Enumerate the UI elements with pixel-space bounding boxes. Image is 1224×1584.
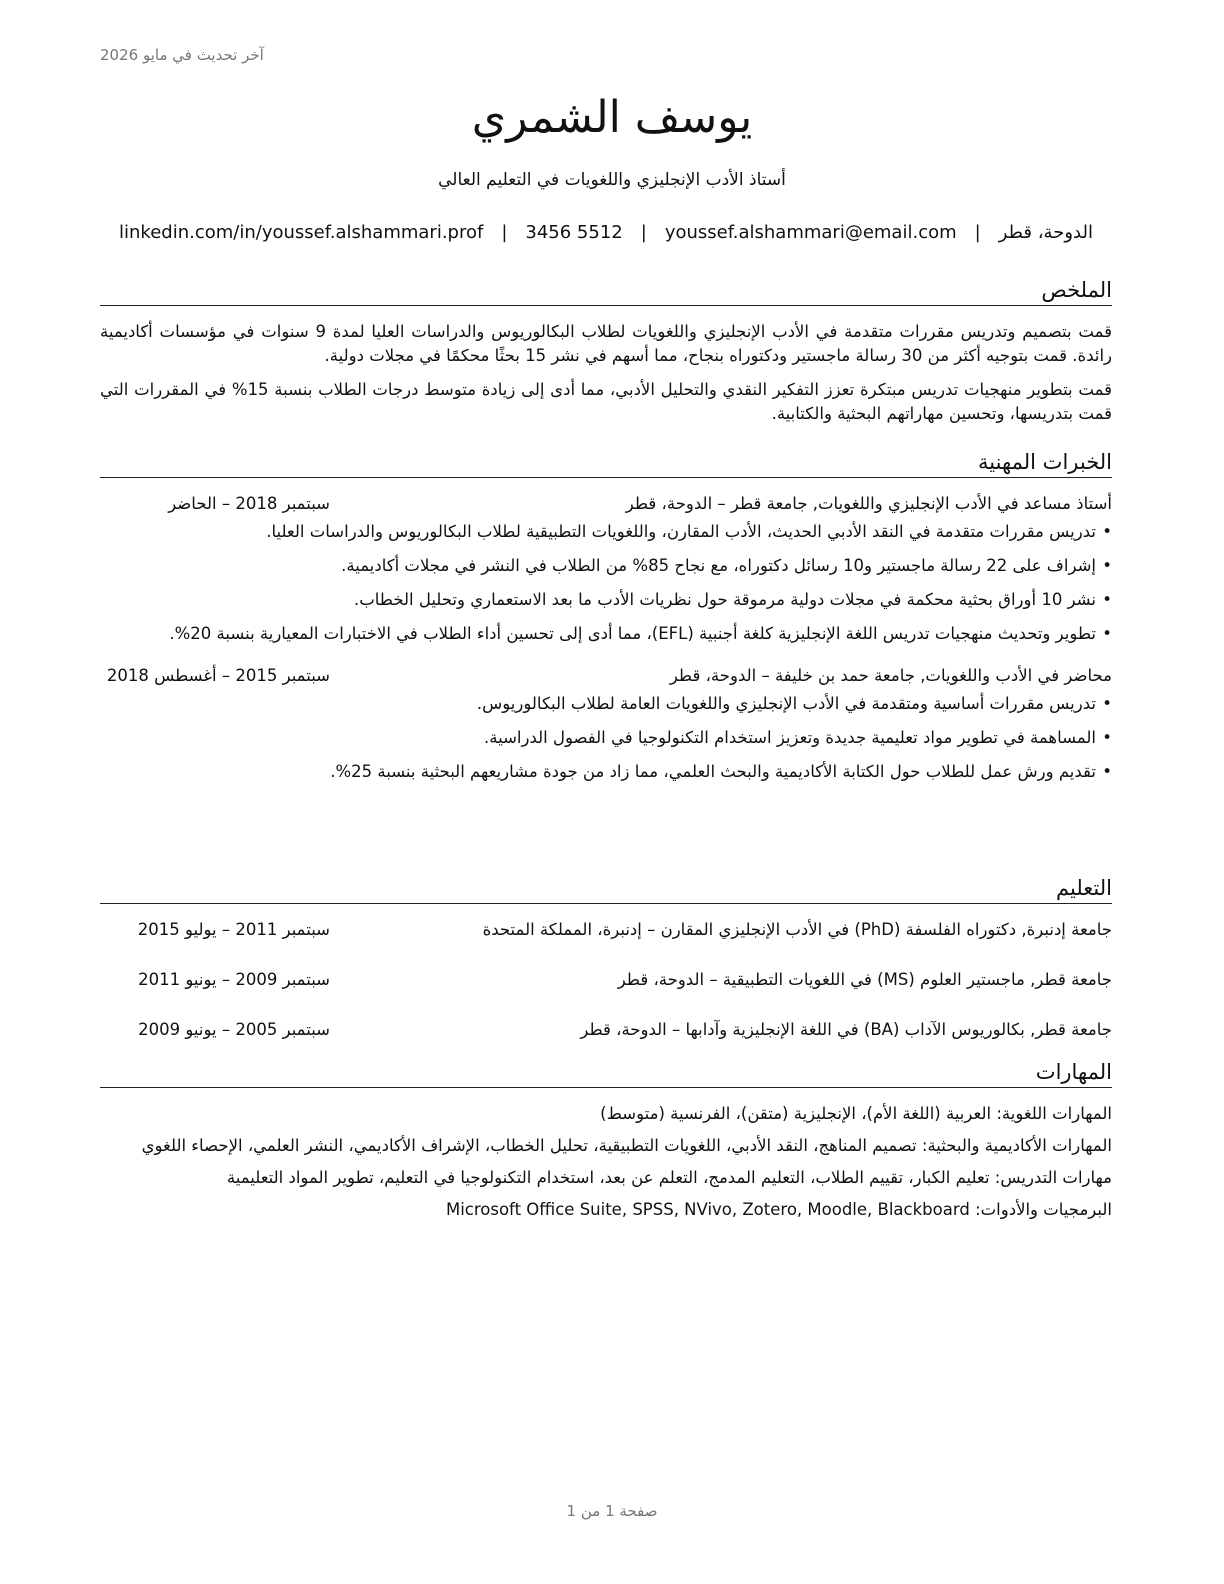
skill-line: المهارات اللغوية: العربية (اللغة الأم)، الإنجليزية (متقن)، الفرنسية (متوسط) (600, 1104, 1112, 1124)
education-dates: سبتمبر 2005 – يونيو 2009 (138, 1020, 330, 1040)
separator: | (501, 222, 508, 243)
contact-line (100, 222, 1112, 243)
list-item: • المساهمة في تطوير مواد تعليمية جديدة وتعزيز استخدام التكنولوجيا في الفصول الدراسية. (100, 726, 1112, 750)
section-heading: التعليم (100, 876, 1112, 904)
updated-note: آخر تحديث في مايو 2026 (100, 46, 264, 64)
education-degree: جامعة قطر, بكالوريوس الآداب (BA) في اللغة الإنجليزية وآدابها – الدوحة، قطر (580, 1020, 1112, 1040)
education-dates: سبتمبر 2009 – يونيو 2011 (138, 970, 330, 990)
candidate-name: يوسف الشمري (471, 92, 753, 143)
job-entry (100, 664, 1112, 784)
job-bullets (100, 692, 1112, 784)
skill-line: مهارات التدريس: تعليم الكبار، تقييم الطلاب، التعليم المدمج، التعلم عن بعد، استخدام التكنولوجيا في التعليم، تطوير المواد التعليمية (226, 1168, 1112, 1188)
list-item: • إشراف على 22 رسالة ماجستير و10 رسائل دكتوراه، مع نجاح 85% من الطلاب في النشر في مجلات أكاديمية. (100, 554, 1112, 578)
summary-section (100, 278, 1112, 426)
list-item: • تدريس مقررات أساسية ومتقدمة في الأدب الإنجليزي واللغويات العامة لطلاب البكالوريوس. (100, 692, 1112, 716)
job-header (100, 492, 1112, 516)
skill-line: البرمجيات والأدوات: Microsoft Office Suite, SPSS, NVivo, Zotero, Moodle, Blackboard (445, 1200, 1112, 1220)
education-dates: سبتمبر 2011 – يوليو 2015 (137, 920, 330, 940)
experience-section (100, 450, 1112, 794)
summary-paragraph: قمت بتصميم وتدريس مقررات متقدمة في الأدب الإنجليزي واللغويات لطلاب البكالوريوس والدراسات العليا لمدة 9 سنوات في مؤسسات أكاديمية رائدة. قمت بتوجيه أكثر من 30 رسالة ماجستير ودكتوراه بنجاح، مما أسهم في نشر 15 بحثًا محكمًا في مجلات دولية. (100, 322, 1112, 366)
section-heading: الخبرات المهنية (100, 450, 1112, 478)
job-entry (100, 492, 1112, 646)
job-role: محاضر في الأدب واللغويات, جامعة حمد بن خليفة – الدوحة، قطر (669, 666, 1112, 686)
skill-line: المهارات الأكاديمية والبحثية: تصميم المناهج، النقد الأدبي، اللغويات التطبيقية، تحليل الخطاب، الإشراف الأكاديمي، النشر العلمي، الإحصاء اللغوي (141, 1136, 1112, 1156)
education-section (100, 876, 1112, 1042)
separator: | (974, 222, 981, 243)
education-entry (100, 918, 1112, 942)
job-header (100, 664, 1112, 688)
job-bullets (100, 520, 1112, 646)
email-link[interactable]: youssef.alshammari@email.com (664, 222, 957, 243)
candidate-title: أستاذ الأدب الإنجليزي واللغويات في التعليم العالي (438, 170, 786, 190)
list-item: • تقديم ورش عمل للطلاب حول الكتابة الأكاديمية والبحث العلمي، مما زاد من جودة مشاريعهم البحثية بنسبة 25%. (100, 760, 1112, 784)
section-heading: المهارات (100, 1060, 1112, 1088)
linkedin-link[interactable]: linkedin.com/in/youssef.alshammari.prof (119, 222, 484, 243)
location: الدوحة، قطر (998, 222, 1093, 243)
list-item: • تطوير وتحديث منهجيات تدريس اللغة الإنجليزية كلغة أجنبية (EFL)، مما أدى إلى تحسين أداء الطلاب في الاختبارات المعيارية بنسبة 20%. (100, 622, 1112, 646)
job-dates: سبتمبر 2015 – أغسطس 2018 (106, 666, 330, 686)
section-heading: الملخص (100, 278, 1112, 306)
phone: 3456 5512 (525, 222, 623, 243)
list-item: • نشر 10 أوراق بحثية محكمة في مجلات دولية مرموقة حول نظريات الأدب ما بعد الاستعماري وتحليل الخطاب. (100, 588, 1112, 612)
list-item: • تدريس مقررات متقدمة في النقد الأدبي الحديث، الأدب المقارن، واللغويات التطبيقية لطلاب البكالوريوس والدراسات العليا. (100, 520, 1112, 544)
job-dates: سبتمبر 2018 – الحاضر (168, 494, 330, 514)
education-degree: جامعة إدنبرة, دكتوراه الفلسفة (PhD) في الأدب الإنجليزي المقارن – إدنبرة، المملكة المتحدة (482, 920, 1112, 940)
education-entry (100, 968, 1112, 992)
page-number: صفحة 1 من 1 (566, 1502, 658, 1520)
skills-section (100, 1060, 1112, 1222)
separator: | (640, 222, 647, 243)
education-degree: جامعة قطر, ماجستير العلوم (MS) في اللغويات التطبيقية – الدوحة، قطر (617, 970, 1112, 990)
job-role: أستاذ مساعد في الأدب الإنجليزي واللغويات, جامعة قطر – الدوحة، قطر (625, 494, 1112, 514)
summary-paragraph: قمت بتطوير منهجيات تدريس مبتكرة تعزز التفكير النقدي والتحليل الأدبي، مما أدى إلى زيادة متوسط درجات الطلاب بنسبة 15% في المقررات التي قمت بتدريسها، وتحسين مهاراتهم البحثية والكتابية. (100, 380, 1112, 424)
education-entry (100, 1018, 1112, 1042)
